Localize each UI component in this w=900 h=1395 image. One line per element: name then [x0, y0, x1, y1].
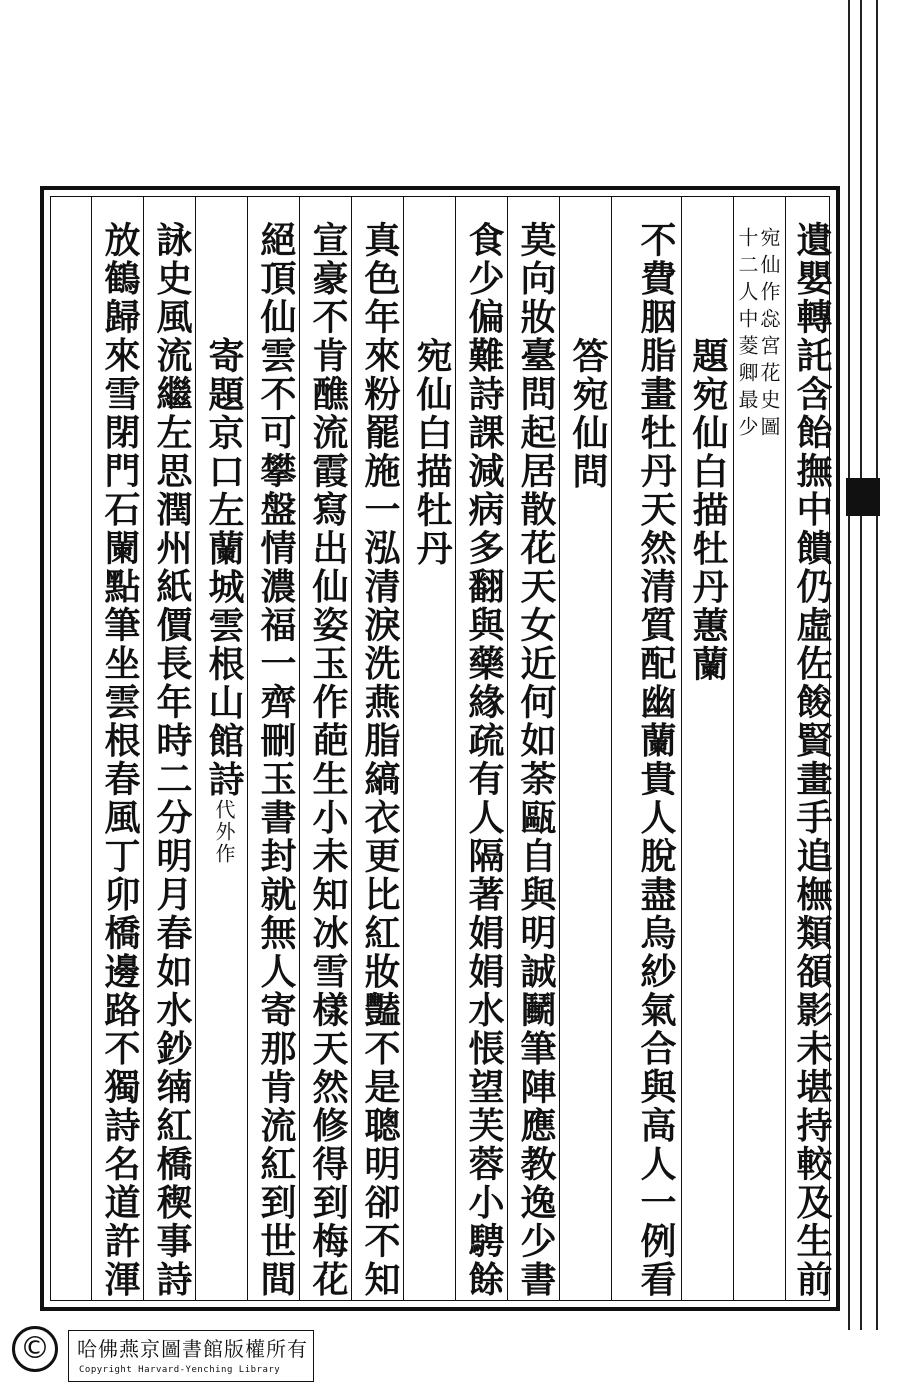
text-column: 莫向妝臺問起居散花天女近何如荼甌自與明誠鬭筆陣應教逸少書: [515, 221, 557, 1299]
column-rule: [403, 197, 404, 1300]
column-rule: [455, 197, 456, 1300]
edge-line: [860, 0, 862, 1330]
annotation-column: 十二人中菱卿最少: [735, 227, 759, 443]
column-rule: [351, 197, 352, 1300]
copyright-english: Copyright Harvard-Yenching Library: [79, 1365, 281, 1375]
text-column: 食少偏難詩課減病多翻與藥緣疏有人隔著娟娟水悵望芙蓉小騁餘: [463, 221, 505, 1299]
column-rule: [247, 197, 248, 1300]
poem-title: 題宛仙白描牡丹蕙蘭: [687, 337, 729, 684]
copyright-box: [68, 1330, 314, 1382]
annotation-column: 宛仙作惢宮花史圖: [757, 227, 781, 443]
copyright-chinese: 哈佛燕京圖書館版權所有: [77, 1337, 308, 1361]
text-column: 不費胭脂畫牡丹天然清質配幽蘭貴人脫盡烏紗氣合與高人一例看: [635, 221, 677, 1299]
column-rule: [299, 197, 300, 1300]
text-column: 宣豪不肯醮流霞寫出仙姿玉作葩生小未知冰雪樣天然修得到梅花: [307, 221, 349, 1299]
edge-line: [876, 0, 878, 1330]
column-rule: [143, 197, 144, 1300]
binding-edge: [846, 0, 880, 1330]
column-rule: [785, 197, 786, 1300]
column-rule: [507, 197, 508, 1300]
poem-title-note: 代外作: [212, 799, 236, 865]
text-column: 遺嬰轉託含飴撫中饋仍虛佐餕賢畫手追橅類頟影未堪持較及生前: [791, 221, 833, 1299]
edge-line: [848, 0, 850, 1330]
column-rule: [611, 197, 612, 1300]
column-rule: [733, 197, 734, 1300]
poem-title: 宛仙白描牡丹: [411, 337, 453, 568]
copyright-icon: ©: [12, 1326, 58, 1372]
text-column: 放鶴歸來雪閉門石闌點筆坐雲根春風丁卯橋邊路不獨詩名道許渾: [99, 221, 141, 1299]
column-rule: [91, 197, 92, 1300]
column-rule: [681, 197, 682, 1300]
copyright-notice: [8, 1326, 308, 1386]
text-frame: [50, 196, 833, 1301]
poem-title: [201, 337, 247, 865]
poem-title-text: 寄題京口左蘭城雲根山館詩: [203, 337, 245, 799]
poem-title: 答宛仙問: [567, 337, 609, 491]
column-rule: [195, 197, 196, 1300]
binding-tab: [846, 478, 880, 516]
text-column: 詠史風流繼左思潤州紙價長年時二分明月春如水鈔䌾紅橋稧事詩: [151, 221, 193, 1299]
book-page: [40, 186, 840, 1311]
column-rule: [559, 197, 560, 1300]
text-column: 真色年來粉罷施一泓清淚洗燕脂縞衣更比紅妝豔不是聰明卻不知: [359, 221, 401, 1299]
text-column: 絕頂仙雲不可攀盤情濃福一齊刪玉書封就無人寄那肯流紅到世間: [255, 221, 297, 1299]
